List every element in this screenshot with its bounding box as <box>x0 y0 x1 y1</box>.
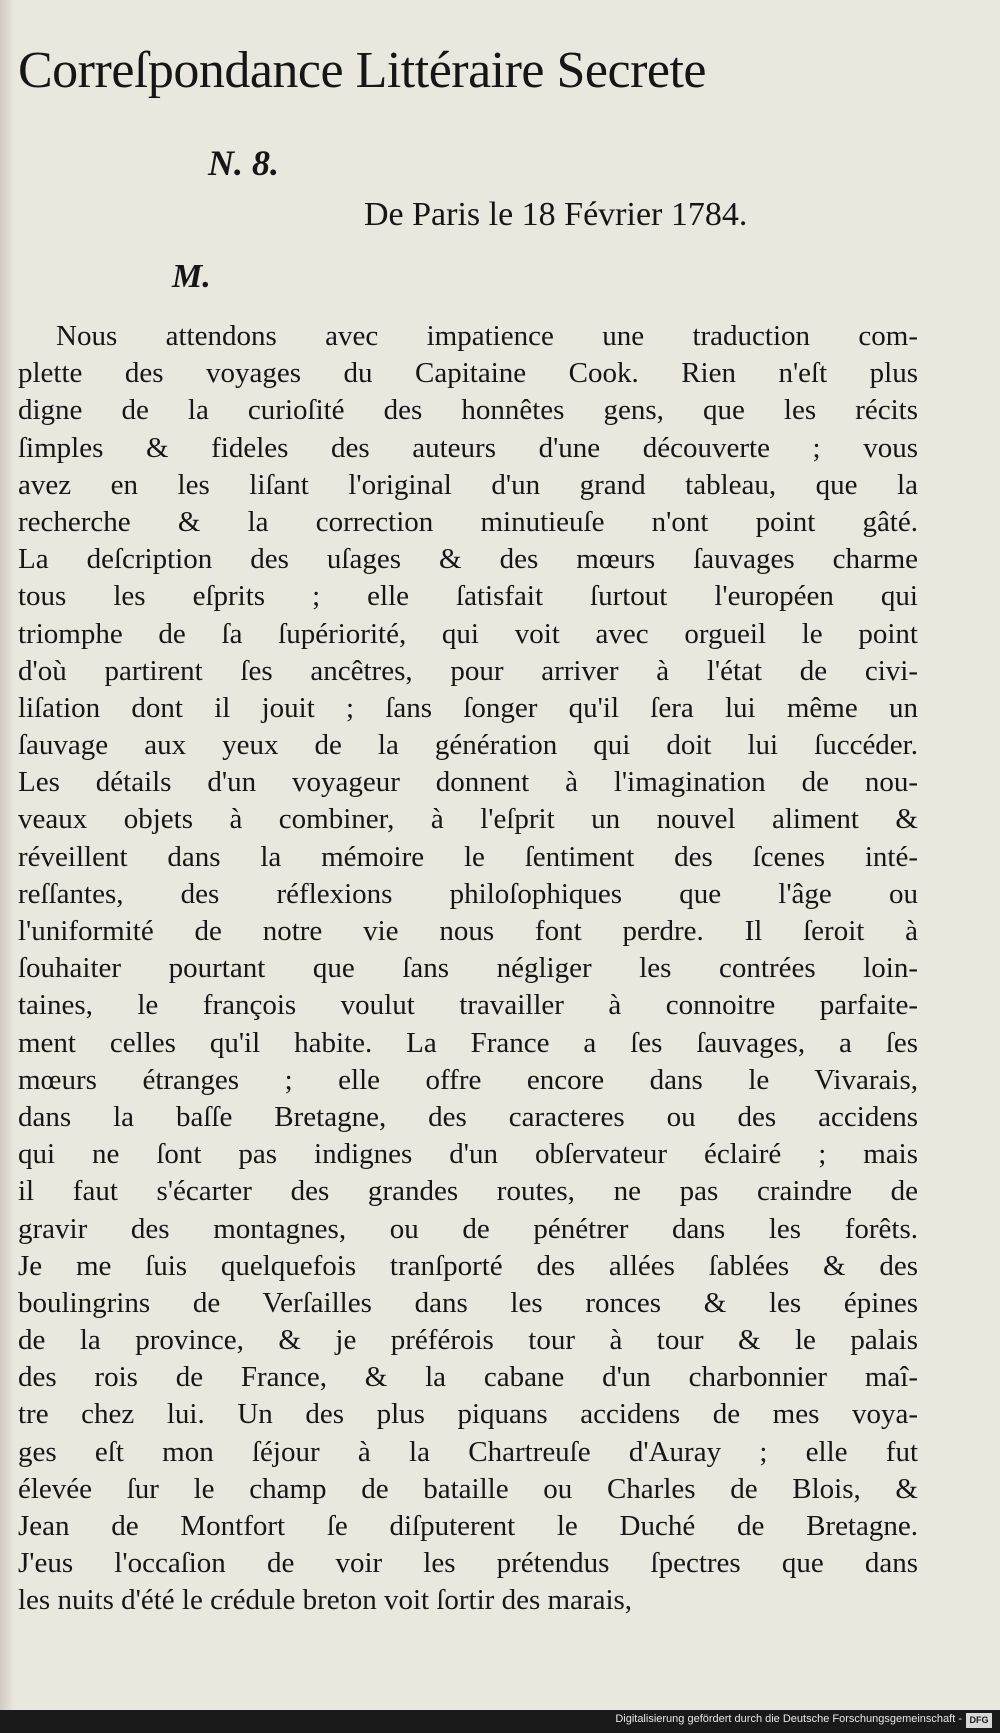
text-line: qui ne ſont pas indignes d'un obſervateur éclairé ; mais <box>18 1138 918 1171</box>
text-line: plette des voyages du Capitaine Cook. Rien n'eſt plus <box>18 357 918 390</box>
page-edge-shadow <box>0 0 14 1733</box>
text-line: l'uniformité de notre vie nous font perdre. Il ſeroit à <box>18 915 918 947</box>
text-line: les nuits d'été le crédule breton voit ſortir des marais, <box>18 1584 633 1617</box>
text-line: d'où partirent ſes ancêtres, pour arriver à l'état de civi- <box>18 654 918 687</box>
text-line: veaux objets à combiner, à l'eſprit un nouvel aliment & <box>18 803 918 836</box>
text-line: mœurs étranges ; elle offre encore dans le Vivarais, <box>18 1063 918 1096</box>
text-line: avez en les liſant l'original d'un grand tableau, que la <box>18 468 918 501</box>
dateline: De Paris le 18 Février 1784. <box>364 196 748 233</box>
text-line: Les détails d'un voyageur donnent à l'imagination de nou- <box>18 766 918 799</box>
text-line: réveillent dans la mémoire le ſentiment des ſcenes inté- <box>18 840 918 873</box>
text-line: dans la baſſe Bretagne, des caracteres ou des accidens <box>18 1100 918 1133</box>
text-line: Je me ſuis quelquefois tranſporté des allées ſablées & des <box>18 1249 918 1282</box>
funding-credit: Digitalisierung gefördert durch die Deutsche Forschungsgemeinschaft - <box>615 1713 962 1725</box>
text-line: reſſantes, des réflexions philoſophiques que l'âge ou <box>18 877 918 910</box>
text-line: ſauvage aux yeux de la génération qui doit lui ſuccéder. <box>18 729 918 762</box>
document-title: Correſpondance Littéraire Secrete <box>18 42 707 99</box>
text-line: liſation dont il jouit ; ſans ſonger qu'il ſera lui même un <box>18 691 918 724</box>
text-line: Nous attendons avec impatience une traduction com- <box>56 320 918 352</box>
text-line: il faut s'écarter des grandes routes, ne pas craindre de <box>18 1175 918 1208</box>
text-line: recherche & la correction minutieuſe n'ont point gâté. <box>18 505 918 538</box>
text-line: taines, le françois voulut travailler à connoitre parfaite- <box>18 989 918 1022</box>
issue-number: N. 8. <box>208 143 279 183</box>
text-line: ſouhaiter pourtant que ſans négliger les contrées loin- <box>18 952 918 985</box>
dfg-logo: DFG <box>966 1713 992 1728</box>
salutation: M. <box>172 258 211 295</box>
body-text <box>18 318 918 1620</box>
text-line: ges eſt mon ſéjour à la Chartreuſe d'Auray ; elle fut <box>18 1435 918 1468</box>
text-line: La deſcription des uſages & des mœurs ſauvages charme <box>18 543 918 576</box>
text-line: digne de la curioſité des honnêtes gens, que les récits <box>18 394 918 427</box>
text-line: de la province, & je préférois tour à tour & le palais <box>18 1324 918 1357</box>
text-line: tous les eſprits ; elle ſatisfait ſurtout l'européen qui <box>18 580 918 613</box>
text-line: élevée ſur le champ de bataille ou Charles de Blois, & <box>18 1472 918 1505</box>
text-line: des rois de France, & la cabane d'un charbonnier maî- <box>18 1361 918 1394</box>
text-line: J'eus l'occaſion de voir les prétendus ſpectres que dans <box>18 1547 918 1580</box>
text-line: boulingrins de Verſailles dans les ronces & les épines <box>18 1286 918 1319</box>
text-line: ment celles qu'il habite. La France a ſes ſauvages, a ſes <box>18 1026 918 1059</box>
text-line: ſimples & fideles des auteurs d'une découverte ; vous <box>18 431 918 464</box>
text-line: triomphe de ſa ſupériorité, qui voit avec orgueil le point <box>18 617 918 650</box>
text-line: Jean de Montfort ſe diſputerent le Duché de Bretagne. <box>18 1510 918 1542</box>
text-line: tre chez lui. Un des plus piquans accidens de mes voya- <box>18 1398 918 1431</box>
text-line: gravir des montagnes, ou de pénétrer dans les forêts. <box>18 1212 918 1245</box>
